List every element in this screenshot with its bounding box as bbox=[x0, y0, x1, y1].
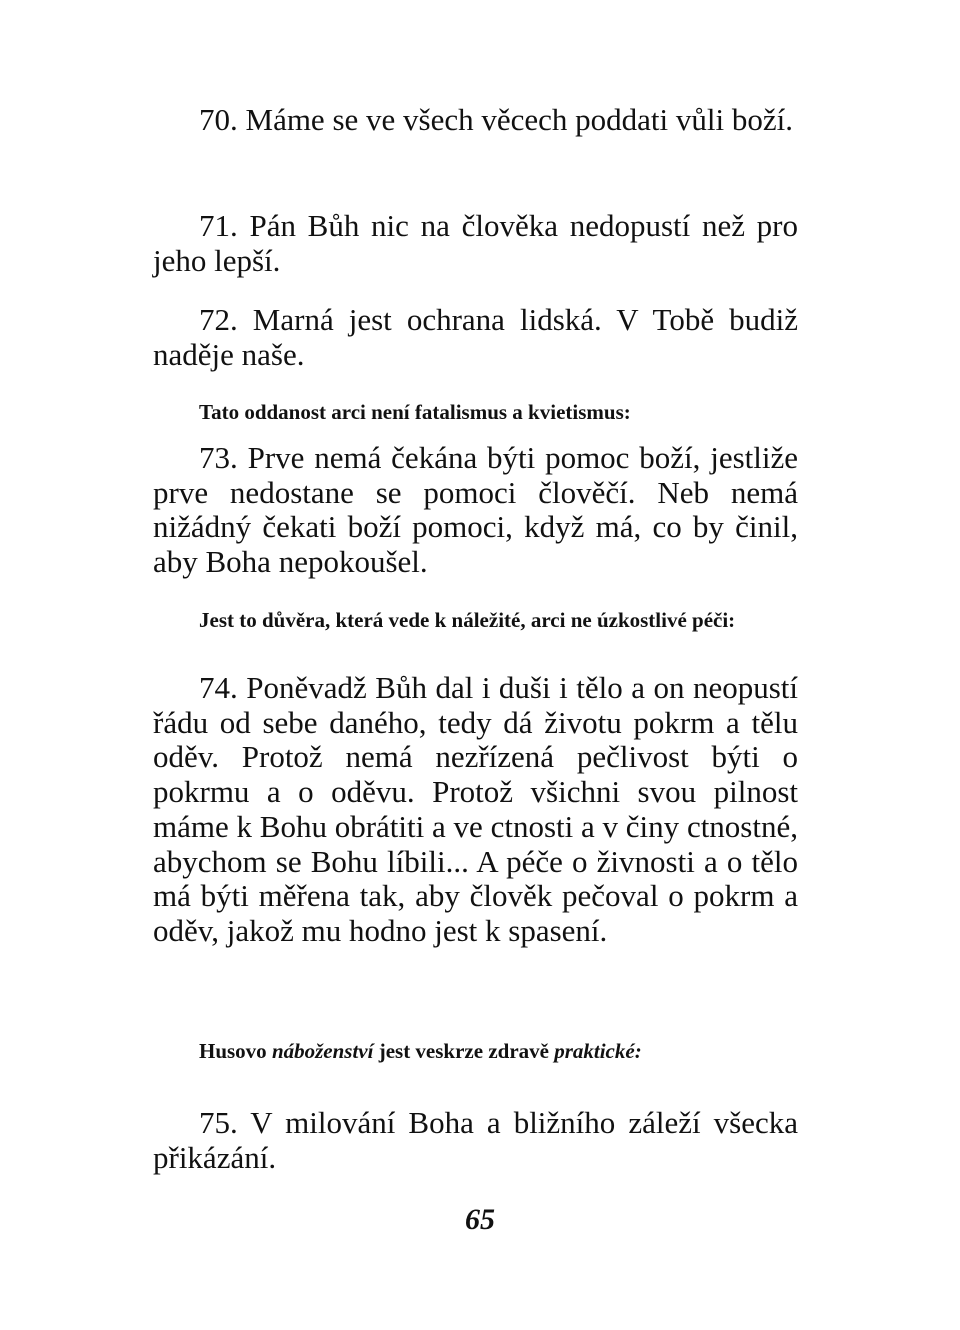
paragraph-74 bbox=[153, 671, 798, 949]
commentary-note-2: Jest to důvěra, která vede k náležité, arci ne úzkostlivé péči: bbox=[199, 608, 736, 632]
paragraph-text: Máme se ve všech věcech poddati vůli boží. bbox=[245, 102, 793, 137]
paragraph-number: 71. bbox=[199, 208, 238, 243]
paragraph-text: Marná jest ochrana lidská. V Tobě budiž naděje naše. bbox=[153, 302, 799, 372]
paragraph-text: Poněvadž Bůh dal i duši i tělo a on neopustí řádu od sebe daného, tedy dá životu pokrm a tělu oděv. Protož nemá nezřízená pečlivost býti o pokrmu a o oděvu. Protož všichni svou pilnost máme k Bohu obrátiti a ve ctnosti a v činy ctnostné, abychom se Bohu líbili... A péče o živnosti a o tělo má býti měřena tak, aby člověk pečoval o pokrm a oděv, jakož mu hodno jest k spasení. bbox=[153, 670, 798, 948]
paragraph-text: V milování Boha a bližního záleží všecka přikázání. bbox=[153, 1105, 798, 1175]
paragraph-75 bbox=[153, 1106, 798, 1175]
page-number: 65 bbox=[465, 1203, 495, 1236]
paragraph-73 bbox=[153, 441, 798, 580]
paragraph-text: Prve nemá čekána býti pomoc boží, jestliže prve nedostane se pomoci člověčí. Neb nemá nižádný čekati boží pomoci, když má, co by činil, aby Boha nepokoušel. bbox=[153, 440, 798, 580]
commentary-note-1: Tato oddanost arci není fatalismus a kvietismus: bbox=[199, 400, 631, 424]
paragraph-number: 72. bbox=[199, 302, 238, 337]
paragraph-70 bbox=[153, 103, 798, 138]
paragraph-text: Pán Bůh nic na člověka nedopustí než pro jeho lepší. bbox=[153, 208, 799, 278]
paragraph-number: 74. bbox=[199, 670, 238, 705]
paragraph-71 bbox=[153, 209, 798, 278]
paragraph-number: 73. bbox=[199, 440, 238, 475]
commentary-note-3 bbox=[153, 1038, 798, 1065]
note-emphasis: náboženství bbox=[271, 1039, 374, 1063]
paragraph-number: 70. bbox=[199, 102, 238, 137]
paragraph-number: 75. bbox=[199, 1105, 238, 1140]
paragraph-72 bbox=[153, 303, 798, 372]
note-text: jest veskrze zdravě bbox=[378, 1039, 549, 1063]
note-text: Husovo bbox=[199, 1039, 267, 1063]
note-emphasis: praktické: bbox=[554, 1039, 642, 1063]
